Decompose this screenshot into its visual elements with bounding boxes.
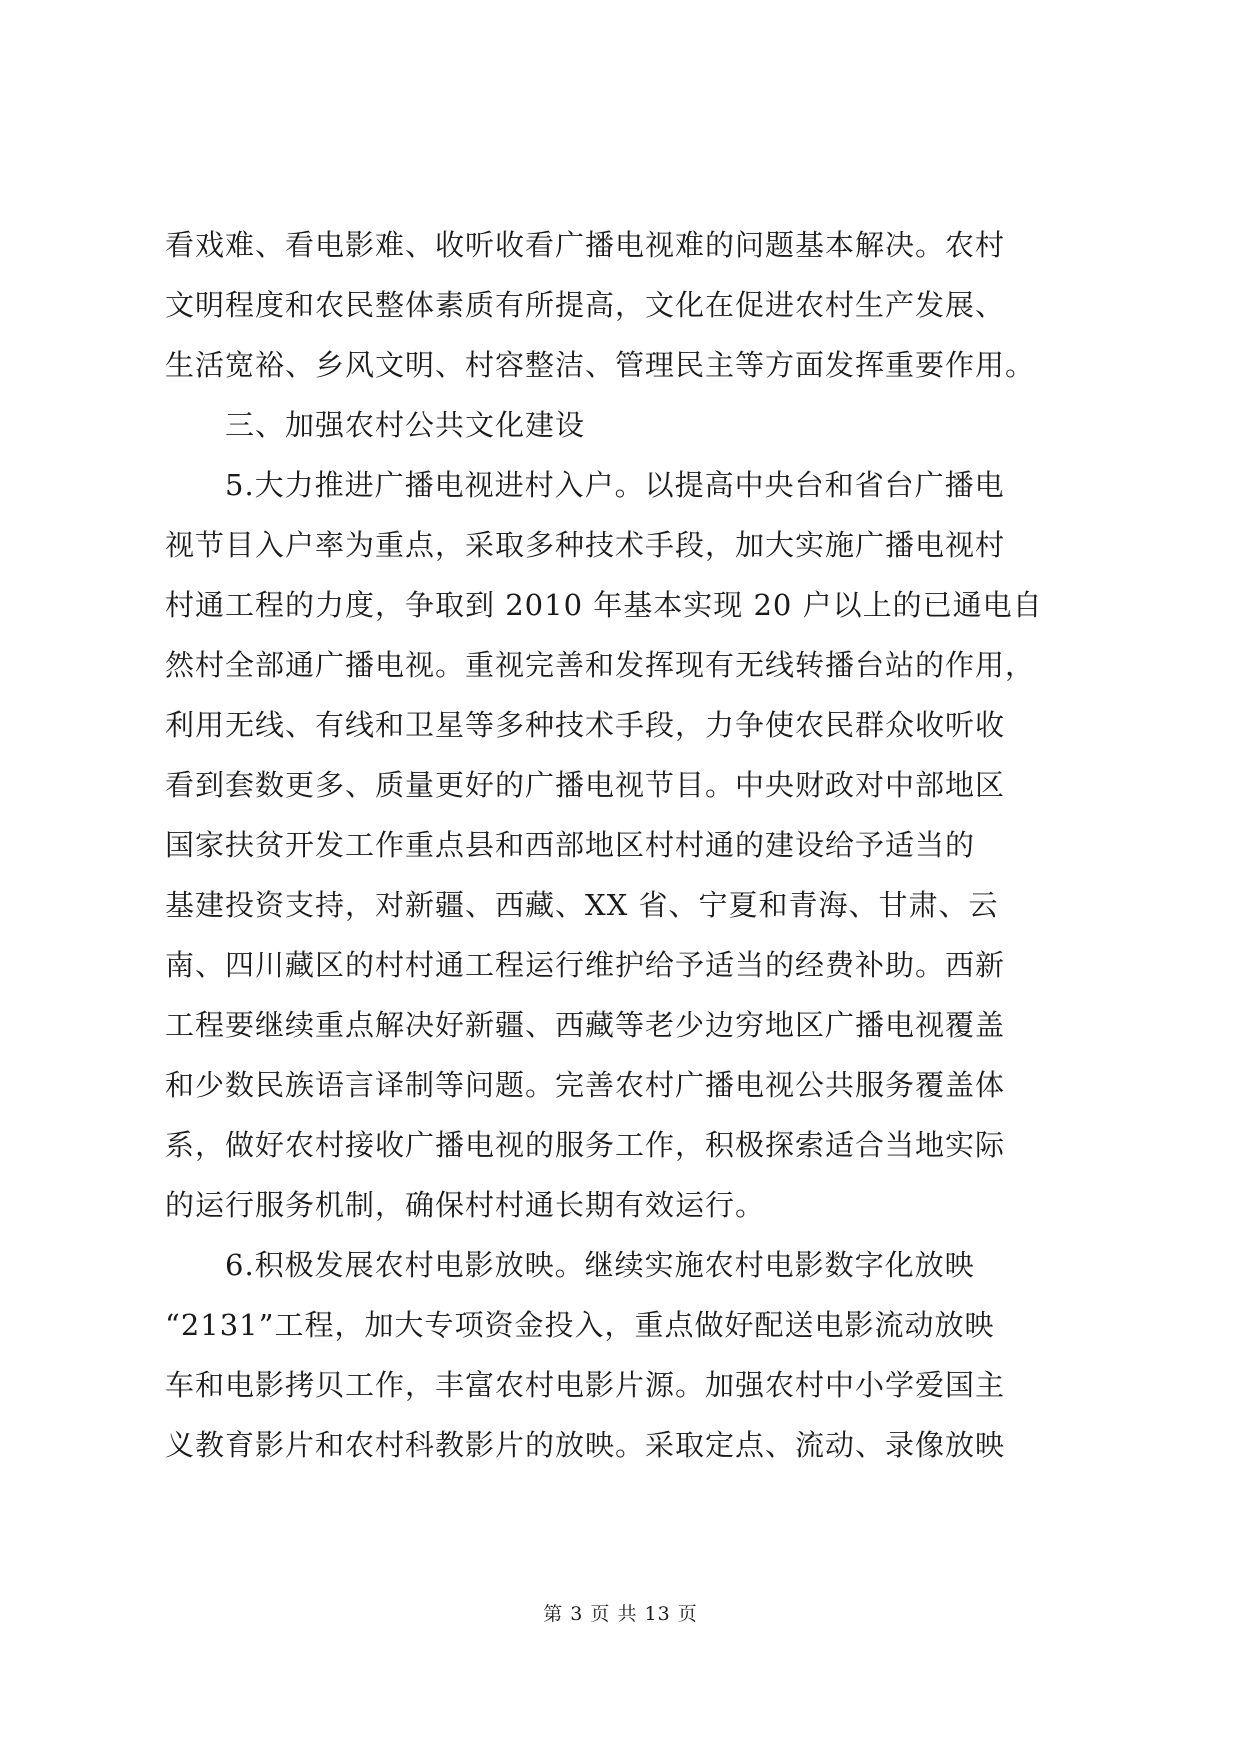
text-line: 利用无线、有线和卫星等多种技术手段，力争使农民群众收听收	[165, 708, 1006, 742]
text-line: 5.大力推进广播电视进村入户。以提高中央台和省台广播电	[165, 468, 1005, 502]
text-line: 看戏难、看电影难、收听收看广播电视难的问题基本解决。农村	[165, 228, 1006, 262]
page-footer: 第 3 页 共 13 页	[543, 1603, 698, 1625]
text-line: 基建投资支持，对新疆、西藏、XX 省、宁夏和青海、甘肃、云	[165, 888, 999, 922]
text-line: 车和电影拷贝工作，丰富农村电影片源。加强农村中小学爱国主	[165, 1368, 1006, 1402]
text-line: 的运行服务机制，确保村村通长期有效运行。	[165, 1188, 766, 1222]
text-line: 然村全部通广播电视。重视完善和发挥现有无线转播台站的作用，	[165, 648, 1036, 682]
text-line: 视节目入户率为重点，采取多种技术手段，加大实施广播电视村	[165, 528, 1006, 562]
text-line: 国家扶贫开发工作重点县和西部地区村村通的建设给予适当的	[165, 828, 976, 862]
text-line: “2131”工程，加大专项资金投入，重点做好配送电影流动放映	[165, 1308, 995, 1342]
text-line: 村通工程的力度，争取到 2010 年基本实现 20 户以上的已通电自	[165, 588, 1043, 622]
text-line: 工程要继续重点解决好新疆、西藏等老少边穷地区广播电视覆盖	[165, 1008, 1006, 1042]
text-line: 看到套数更多、质量更好的广播电视节目。中央财政对中部地区	[165, 768, 1006, 802]
text-line: 6.积极发展农村电影放映。继续实施农村电影数字化放映	[165, 1248, 975, 1282]
text-line: 生活宽裕、乡风文明、村容整洁、管理民主等方面发挥重要作用。	[165, 348, 1036, 382]
text-line: 文明程度和农民整体素质有所提高，文化在促进农村生产发展、	[165, 288, 1006, 322]
section-heading: 三、加强农村公共文化建设	[165, 408, 586, 442]
text-line: 系，做好农村接收广播电视的服务工作，积极探索适合当地实际	[165, 1128, 1006, 1162]
text-line: 义教育影片和农村科教影片的放映。采取定点、流动、录像放映	[165, 1428, 1006, 1462]
text-line: 和少数民族语言译制等问题。完善农村广播电视公共服务覆盖体	[165, 1068, 1006, 1102]
text-line: 南、四川藏区的村村通工程运行维护给予适当的经费补助。西新	[165, 948, 1006, 982]
